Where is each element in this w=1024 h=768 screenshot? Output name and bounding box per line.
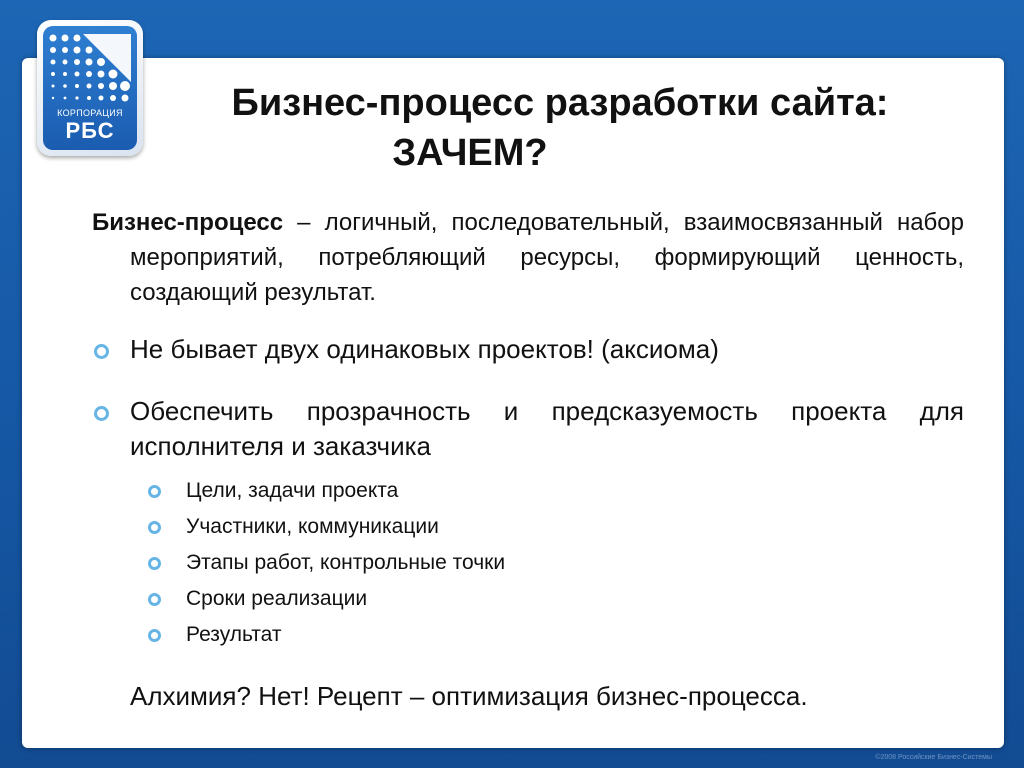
definition-paragraph bbox=[92, 205, 964, 310]
definition-text: – логичный, последовательный, взаимосвязанный набор мероприятий, потребляющий ресурсы, формирующий ценность, создающий результат. bbox=[130, 209, 964, 306]
sub-bullet-text: Цели, задачи проекта bbox=[186, 479, 399, 502]
sub-bullet-text: Участники, коммуникации bbox=[186, 515, 439, 538]
sub-bullet-icon bbox=[148, 521, 161, 534]
conclusion-text: Алхимия? Нет! Рецепт – оптимизация бизнес-процесса. bbox=[130, 681, 808, 711]
sub-bullet-icon bbox=[148, 629, 161, 642]
logo-caption: КОРПОРАЦИЯ bbox=[57, 108, 123, 118]
bullet-list bbox=[92, 332, 964, 464]
bullet-icon bbox=[94, 406, 109, 421]
bullet-icon bbox=[94, 344, 109, 359]
title-line-1: Бизнес-процесс разработки сайта: bbox=[231, 82, 889, 124]
sub-bullet-item bbox=[92, 509, 964, 545]
sub-bullet-icon bbox=[148, 485, 161, 498]
slide-content bbox=[92, 205, 964, 714]
logo-emblem bbox=[43, 26, 137, 150]
title-line-2: ЗАЧЕМ? bbox=[392, 132, 548, 174]
sub-bullet-text: Результат bbox=[186, 623, 282, 646]
sub-bullet-icon bbox=[148, 593, 161, 606]
sub-bullet-text: Этапы работ, контрольные точки bbox=[186, 551, 506, 574]
bullet-item bbox=[92, 394, 964, 464]
sub-bullet-list bbox=[92, 473, 964, 653]
slide-title bbox=[150, 78, 970, 178]
bullet-text: Не бывает двух одинаковых проектов! (аксиома) bbox=[130, 334, 719, 364]
sub-bullet-item bbox=[92, 617, 964, 653]
sub-bullet-item bbox=[92, 581, 964, 617]
sub-bullet-item bbox=[92, 473, 964, 509]
copyright-notice: ©2008 Российские Бизнес-Системы bbox=[875, 754, 992, 761]
sub-bullet-icon bbox=[148, 557, 161, 570]
definition-term: Бизнес-процесс bbox=[92, 209, 284, 236]
bullet-item bbox=[92, 332, 964, 367]
company-logo bbox=[37, 20, 143, 156]
bullet-text: Обеспечить прозрачность и предсказуемость проекта для исполнителя и заказчика bbox=[130, 396, 964, 461]
logo-wordmark: РБС bbox=[65, 118, 115, 143]
sub-bullet-text: Сроки реализации bbox=[186, 587, 368, 610]
sub-bullet-item bbox=[92, 545, 964, 581]
